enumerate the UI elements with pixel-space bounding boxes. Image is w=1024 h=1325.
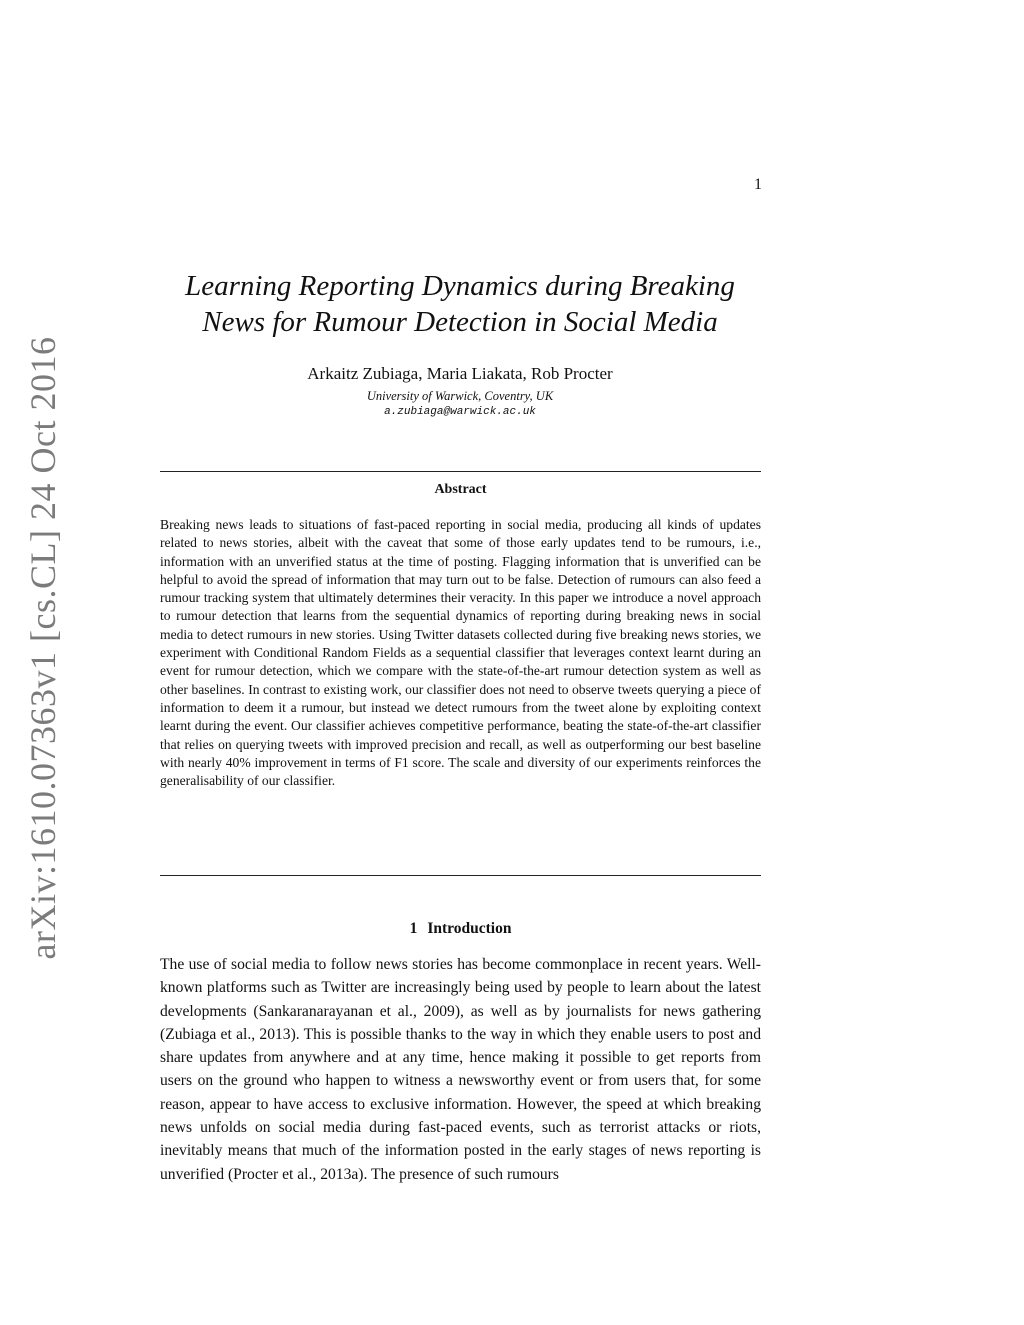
title-line-2: News for Rumour Detection in Social Media: [202, 306, 718, 338]
section-heading-introduction: [160, 920, 761, 938]
title-line-1: Learning Reporting Dynamics during Breaking: [185, 270, 735, 302]
abstract-top-rule: [160, 471, 761, 472]
abstract-bottom-rule: [160, 875, 761, 876]
abstract-heading: Abstract: [434, 482, 487, 497]
author-email: a.zubiaga@warwick.ac.uk: [384, 406, 536, 418]
author-list: Arkaitz Zubiaga, Maria Liakata, Rob Procter: [307, 364, 613, 383]
arxiv-identifier-stamp: arXiv:1610.07363v1 [cs.CL] 24 Oct 2016: [23, 336, 63, 960]
section-title: Introduction: [427, 920, 512, 937]
abstract-text: Breaking news leads to situations of fast-paced reporting in social media, producing all kinds of updates related to news stories, albeit with the caveat that some of those early updates tend to be rumours, i.e., information with an unverified status at the time of posting. Flagging information that is unverified can be helpful to avoid the spread of information that may turn out to be false. Detection of rumours can also feed a rumour tracking system that ultimately determines their veracity. In this paper we introduce a novel approach to rumour detection that learns from the sequential dynamics of reporting during breaking news in social media to detect rumours in new stories. Using Twitter datasets collected during five breaking news stories, we experiment with Conditional Random Fields as a sequential classifier that leverages context learnt during an event for rumour detection, which we compare with the state-of-the-art rumour detection system as well as other baselines. In contrast to existing work, our classifier does not need to observe tweets querying a piece of information to deem it a rumour, but instead we detect rumours from the tweet alone by exploiting context learnt during the event. Our classifier achieves competitive performance, beating the state-of-the-art classifier that relies on querying tweets with improved precision and recall, as well as outperforming our best baseline with nearly 40% improvement in terms of F1 score. The scale and diversity of our experiments reinforces the generalisability of our classifier.: [160, 517, 761, 789]
page-number: 1: [754, 176, 762, 193]
introduction-text: The use of social media to follow news stories has become commonplace in recent years. Well-known platforms such as Twitter are increasingly being used by people to learn about the latest developments (Sankaranarayanan et al., 2009), as well as by journalists for news gathering (Zubiaga et al., 2013). This is possible thanks to the way in which they enable users to post and share updates from anywhere and at any time, hence making it possible to get reports from users on the ground who happen to witness a newsworthy event or from users that, for some reason, appear to have access to exclusive information. However, the speed at which breaking news unfolds on social media during fast-paced events, such as terrorist attacks or riots, inevitably means that much of the information posted in the early stages of news reporting is unverified (Procter et al., 2013a). The presence of such rumours: [160, 956, 761, 1183]
author-affiliation: University of Warwick, Coventry, UK: [366, 389, 554, 403]
section-number: 1: [409, 920, 418, 937]
paper-title: [160, 268, 760, 340]
